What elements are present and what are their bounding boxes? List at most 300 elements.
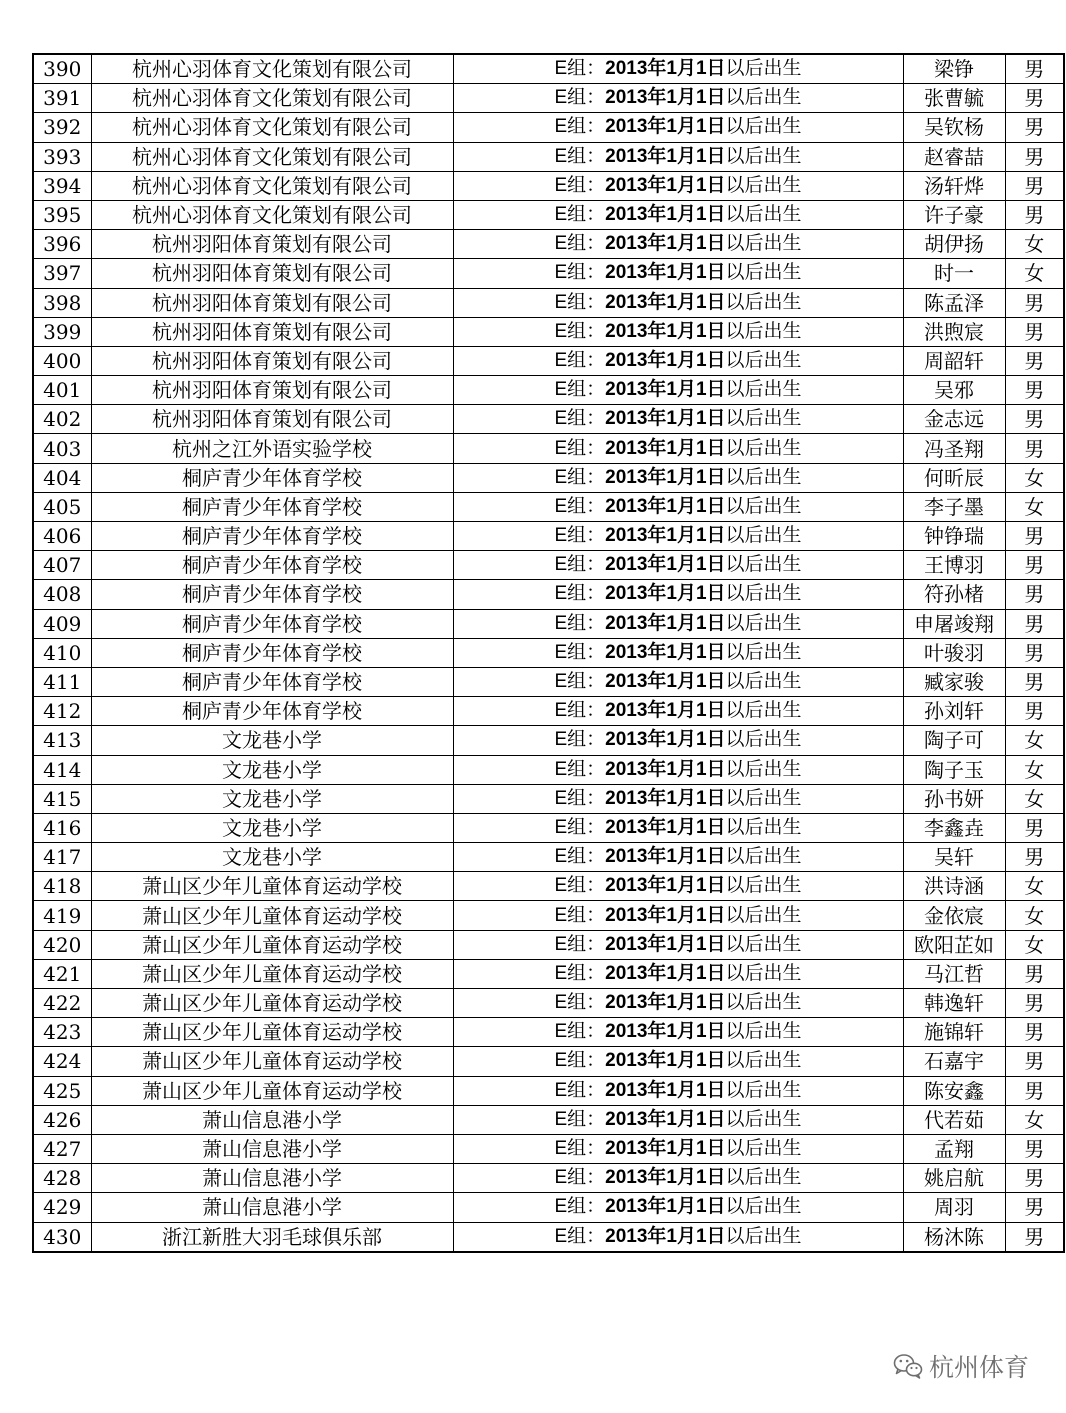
player-gender: 男 <box>1005 113 1064 142</box>
row-number: 395 <box>33 200 91 229</box>
group-suffix: 以后出生 <box>725 437 802 459</box>
unit-name: 杭州羽阳体育策划有限公司 <box>91 288 453 317</box>
group-suffix: 以后出生 <box>725 408 802 430</box>
unit-name: 杭州羽阳体育策划有限公司 <box>91 346 453 375</box>
group-suffix: 以后出生 <box>725 495 802 517</box>
age-group <box>453 989 903 1018</box>
row-number: 390 <box>33 54 91 84</box>
group-prefix: E组： <box>554 466 606 488</box>
player-gender: 男 <box>1005 1193 1064 1222</box>
group-prefix: E组： <box>554 1021 606 1043</box>
group-prefix: E组： <box>554 379 606 401</box>
unit-name: 桐庐青少年体育学校 <box>91 697 453 726</box>
unit-name: 萧山区少年儿童体育运动学校 <box>91 959 453 988</box>
unit-name: 萧山区少年儿童体育运动学校 <box>91 989 453 1018</box>
table-row <box>33 376 1064 405</box>
group-date: 2013年1月1日 <box>605 729 726 751</box>
unit-name: 杭州羽阳体育策划有限公司 <box>91 317 453 346</box>
table-row <box>33 1164 1064 1193</box>
group-suffix: 以后出生 <box>725 1196 802 1218</box>
group-suffix: 以后出生 <box>725 641 802 663</box>
unit-name: 浙江新胜大羽毛球俱乐部 <box>91 1222 453 1252</box>
age-group <box>453 405 903 434</box>
age-group <box>453 200 903 229</box>
group-date: 2013年1月1日 <box>605 1050 726 1072</box>
watermark <box>893 1348 1029 1384</box>
age-group <box>453 1105 903 1134</box>
group-prefix: E组： <box>554 583 606 605</box>
player-name: 臧家骏 <box>903 667 1005 696</box>
age-group <box>453 434 903 463</box>
player-gender: 女 <box>1005 755 1064 784</box>
age-group <box>453 230 903 259</box>
age-group <box>453 638 903 667</box>
group-prefix: E组： <box>554 846 606 868</box>
group-date: 2013年1月1日 <box>605 1079 726 1101</box>
age-group <box>453 288 903 317</box>
group-suffix: 以后出生 <box>725 1225 802 1247</box>
unit-name: 文龙巷小学 <box>91 755 453 784</box>
group-date: 2013年1月1日 <box>605 1138 726 1160</box>
table-row <box>33 989 1064 1018</box>
player-name: 汤轩烨 <box>903 171 1005 200</box>
group-suffix: 以后出生 <box>725 233 802 255</box>
table-row <box>33 171 1064 200</box>
table-row <box>33 551 1064 580</box>
row-number: 402 <box>33 405 91 434</box>
group-date: 2013年1月1日 <box>605 1167 726 1189</box>
unit-name: 桐庐青少年体育学校 <box>91 463 453 492</box>
group-prefix: E组： <box>554 904 606 926</box>
age-group <box>453 1018 903 1047</box>
unit-name: 萧山区少年儿童体育运动学校 <box>91 1047 453 1076</box>
group-prefix: E组： <box>554 758 606 780</box>
age-group <box>453 755 903 784</box>
player-gender: 男 <box>1005 638 1064 667</box>
unit-name: 文龙巷小学 <box>91 726 453 755</box>
group-prefix: E组： <box>554 1079 606 1101</box>
group-suffix: 以后出生 <box>725 700 802 722</box>
unit-name: 萧山区少年儿童体育运动学校 <box>91 930 453 959</box>
player-gender: 女 <box>1005 872 1064 901</box>
age-group <box>453 959 903 988</box>
age-group <box>453 580 903 609</box>
table-row <box>33 843 1064 872</box>
row-number: 396 <box>33 230 91 259</box>
player-name: 吴钦杨 <box>903 113 1005 142</box>
group-prefix: E组： <box>554 437 606 459</box>
player-name: 洪诗涵 <box>903 872 1005 901</box>
unit-name: 桐庐青少年体育学校 <box>91 522 453 551</box>
group-suffix: 以后出生 <box>725 1167 802 1189</box>
player-gender: 女 <box>1005 726 1064 755</box>
row-number: 425 <box>33 1076 91 1105</box>
group-date: 2013年1月1日 <box>605 145 726 167</box>
group-prefix: E组： <box>554 1225 606 1247</box>
group-prefix: E组： <box>554 1196 606 1218</box>
group-date: 2013年1月1日 <box>605 1225 726 1247</box>
table-row <box>33 405 1064 434</box>
unit-name: 萧山信息港小学 <box>91 1134 453 1163</box>
group-suffix: 以后出生 <box>725 992 802 1014</box>
group-date: 2013年1月1日 <box>605 349 726 371</box>
group-prefix: E组： <box>554 58 606 80</box>
group-suffix: 以后出生 <box>725 787 802 809</box>
unit-name: 杭州心羽体育文化策划有限公司 <box>91 142 453 171</box>
group-date: 2013年1月1日 <box>605 466 726 488</box>
table-row <box>33 492 1064 521</box>
group-prefix: E组： <box>554 87 606 109</box>
unit-name: 文龙巷小学 <box>91 784 453 813</box>
player-name: 时一 <box>903 259 1005 288</box>
row-number: 392 <box>33 113 91 142</box>
row-number: 418 <box>33 872 91 901</box>
row-number: 405 <box>33 492 91 521</box>
group-suffix: 以后出生 <box>725 1138 802 1160</box>
player-name: 马江哲 <box>903 959 1005 988</box>
row-number: 421 <box>33 959 91 988</box>
group-date: 2013年1月1日 <box>605 291 726 313</box>
group-date: 2013年1月1日 <box>605 116 726 138</box>
row-number: 413 <box>33 726 91 755</box>
group-prefix: E组： <box>554 962 606 984</box>
table-row <box>33 1105 1064 1134</box>
group-date: 2013年1月1日 <box>605 992 726 1014</box>
player-name: 赵睿喆 <box>903 142 1005 171</box>
row-number: 428 <box>33 1164 91 1193</box>
table-row <box>33 434 1064 463</box>
age-group <box>453 609 903 638</box>
group-suffix: 以后出生 <box>725 145 802 167</box>
row-number: 426 <box>33 1105 91 1134</box>
unit-name: 杭州心羽体育文化策划有限公司 <box>91 200 453 229</box>
unit-name: 萧山区少年儿童体育运动学校 <box>91 1076 453 1105</box>
group-date: 2013年1月1日 <box>605 437 726 459</box>
age-group <box>453 1164 903 1193</box>
row-number: 410 <box>33 638 91 667</box>
row-number: 403 <box>33 434 91 463</box>
player-name: 李鑫垚 <box>903 813 1005 842</box>
group-suffix: 以后出生 <box>725 612 802 634</box>
row-number: 427 <box>33 1134 91 1163</box>
table-row <box>33 959 1064 988</box>
player-name: 孙书妍 <box>903 784 1005 813</box>
table-row <box>33 872 1064 901</box>
player-gender: 男 <box>1005 667 1064 696</box>
player-name: 陶子玉 <box>903 755 1005 784</box>
player-gender: 男 <box>1005 1164 1064 1193</box>
age-group <box>453 84 903 113</box>
unit-name: 杭州羽阳体育策划有限公司 <box>91 376 453 405</box>
age-group <box>453 463 903 492</box>
age-group <box>453 872 903 901</box>
group-prefix: E组： <box>554 700 606 722</box>
group-date: 2013年1月1日 <box>605 320 726 342</box>
group-suffix: 以后出生 <box>725 962 802 984</box>
unit-name: 桐庐青少年体育学校 <box>91 638 453 667</box>
group-prefix: E组： <box>554 204 606 226</box>
group-date: 2013年1月1日 <box>605 525 726 547</box>
group-prefix: E组： <box>554 320 606 342</box>
group-suffix: 以后出生 <box>725 320 802 342</box>
group-date: 2013年1月1日 <box>605 204 726 226</box>
row-number: 394 <box>33 171 91 200</box>
age-group <box>453 113 903 142</box>
table-row <box>33 1134 1064 1163</box>
table-row <box>33 230 1064 259</box>
table-row <box>33 930 1064 959</box>
age-group <box>453 1076 903 1105</box>
unit-name: 文龙巷小学 <box>91 813 453 842</box>
player-name: 吴轩 <box>903 843 1005 872</box>
player-name: 符孙楮 <box>903 580 1005 609</box>
player-gender: 男 <box>1005 843 1064 872</box>
player-gender: 男 <box>1005 1018 1064 1047</box>
unit-name: 桐庐青少年体育学校 <box>91 492 453 521</box>
player-gender: 男 <box>1005 84 1064 113</box>
player-gender: 男 <box>1005 171 1064 200</box>
unit-name: 文龙巷小学 <box>91 843 453 872</box>
age-group <box>453 901 903 930</box>
group-suffix: 以后出生 <box>725 262 802 284</box>
age-group <box>453 667 903 696</box>
age-group <box>453 346 903 375</box>
player-name: 张曹毓 <box>903 84 1005 113</box>
age-group <box>453 259 903 288</box>
unit-name: 杭州心羽体育文化策划有限公司 <box>91 171 453 200</box>
unit-name: 杭州心羽体育文化策划有限公司 <box>91 54 453 84</box>
group-prefix: E组： <box>554 291 606 313</box>
unit-name: 杭州之江外语实验学校 <box>91 434 453 463</box>
row-number: 416 <box>33 813 91 842</box>
group-date: 2013年1月1日 <box>605 262 726 284</box>
group-prefix: E组： <box>554 729 606 751</box>
player-name: 陈安鑫 <box>903 1076 1005 1105</box>
group-suffix: 以后出生 <box>725 87 802 109</box>
player-name: 陈孟泽 <box>903 288 1005 317</box>
group-suffix: 以后出生 <box>725 554 802 576</box>
player-name: 欧阳芷如 <box>903 930 1005 959</box>
group-prefix: E组： <box>554 1167 606 1189</box>
player-name: 孟翔 <box>903 1134 1005 1163</box>
player-gender: 男 <box>1005 580 1064 609</box>
player-name: 叶骏羽 <box>903 638 1005 667</box>
group-suffix: 以后出生 <box>725 583 802 605</box>
group-prefix: E组： <box>554 671 606 693</box>
group-suffix: 以后出生 <box>725 758 802 780</box>
group-suffix: 以后出生 <box>725 379 802 401</box>
group-date: 2013年1月1日 <box>605 816 726 838</box>
unit-name: 杭州心羽体育文化策划有限公司 <box>91 84 453 113</box>
table-row <box>33 755 1064 784</box>
unit-name: 杭州羽阳体育策划有限公司 <box>91 259 453 288</box>
group-date: 2013年1月1日 <box>605 1108 726 1130</box>
wechat-icon <box>893 1353 923 1379</box>
row-number: 393 <box>33 142 91 171</box>
group-prefix: E组： <box>554 525 606 547</box>
age-group <box>453 784 903 813</box>
group-date: 2013年1月1日 <box>605 671 726 693</box>
player-gender: 男 <box>1005 609 1064 638</box>
unit-name: 杭州羽阳体育策划有限公司 <box>91 230 453 259</box>
unit-name: 杭州羽阳体育策划有限公司 <box>91 405 453 434</box>
group-prefix: E组： <box>554 408 606 430</box>
group-date: 2013年1月1日 <box>605 641 726 663</box>
age-group <box>453 930 903 959</box>
group-prefix: E组： <box>554 116 606 138</box>
table-row <box>33 317 1064 346</box>
row-number: 391 <box>33 84 91 113</box>
player-name: 施锦轩 <box>903 1018 1005 1047</box>
player-gender: 男 <box>1005 288 1064 317</box>
watermark-text: 杭州体育 <box>929 1353 1030 1382</box>
group-date: 2013年1月1日 <box>605 87 726 109</box>
age-group <box>453 376 903 405</box>
player-name: 申屠竣翔 <box>903 609 1005 638</box>
row-number: 417 <box>33 843 91 872</box>
row-number: 406 <box>33 522 91 551</box>
group-prefix: E组： <box>554 1050 606 1072</box>
age-group <box>453 1193 903 1222</box>
player-name: 姚启航 <box>903 1164 1005 1193</box>
player-gender: 男 <box>1005 1076 1064 1105</box>
group-date: 2013年1月1日 <box>605 758 726 780</box>
group-prefix: E组： <box>554 787 606 809</box>
group-suffix: 以后出生 <box>725 933 802 955</box>
unit-name: 桐庐青少年体育学校 <box>91 667 453 696</box>
group-suffix: 以后出生 <box>725 875 802 897</box>
group-suffix: 以后出生 <box>725 174 802 196</box>
player-name: 何昕辰 <box>903 463 1005 492</box>
table-row <box>33 667 1064 696</box>
player-name: 孙刘轩 <box>903 697 1005 726</box>
table-row <box>33 346 1064 375</box>
group-suffix: 以后出生 <box>725 58 802 80</box>
player-gender: 男 <box>1005 200 1064 229</box>
player-gender: 女 <box>1005 784 1064 813</box>
row-number: 408 <box>33 580 91 609</box>
unit-name: 萧山信息港小学 <box>91 1105 453 1134</box>
table-row <box>33 259 1064 288</box>
age-group <box>453 522 903 551</box>
player-name: 周羽 <box>903 1193 1005 1222</box>
age-group <box>453 54 903 84</box>
player-gender: 男 <box>1005 405 1064 434</box>
player-name: 梁铮 <box>903 54 1005 84</box>
group-date: 2013年1月1日 <box>605 495 726 517</box>
group-date: 2013年1月1日 <box>605 1196 726 1218</box>
group-prefix: E组： <box>554 174 606 196</box>
row-number: 409 <box>33 609 91 638</box>
group-suffix: 以后出生 <box>725 116 802 138</box>
table-row <box>33 288 1064 317</box>
player-gender: 男 <box>1005 697 1064 726</box>
player-name: 代若茹 <box>903 1105 1005 1134</box>
row-number: 400 <box>33 346 91 375</box>
group-date: 2013年1月1日 <box>605 846 726 868</box>
player-name: 胡伊扬 <box>903 230 1005 259</box>
player-gender: 男 <box>1005 1222 1064 1252</box>
age-group <box>453 697 903 726</box>
group-prefix: E组： <box>554 875 606 897</box>
table-row <box>33 1076 1064 1105</box>
row-number: 404 <box>33 463 91 492</box>
player-gender: 男 <box>1005 142 1064 171</box>
group-date: 2013年1月1日 <box>605 787 726 809</box>
group-date: 2013年1月1日 <box>605 233 726 255</box>
player-gender: 女 <box>1005 259 1064 288</box>
row-number: 429 <box>33 1193 91 1222</box>
age-group <box>453 843 903 872</box>
group-suffix: 以后出生 <box>725 729 802 751</box>
player-name: 王博羽 <box>903 551 1005 580</box>
group-suffix: 以后出生 <box>725 349 802 371</box>
player-gender: 男 <box>1005 376 1064 405</box>
table-row <box>33 522 1064 551</box>
row-number: 397 <box>33 259 91 288</box>
player-name: 杨沐陈 <box>903 1222 1005 1252</box>
row-number: 424 <box>33 1047 91 1076</box>
group-suffix: 以后出生 <box>725 204 802 226</box>
table-row <box>33 697 1064 726</box>
age-group <box>453 1222 903 1252</box>
group-prefix: E组： <box>554 233 606 255</box>
player-gender: 男 <box>1005 959 1064 988</box>
group-suffix: 以后出生 <box>725 904 802 926</box>
player-name: 金依宸 <box>903 901 1005 930</box>
group-prefix: E组： <box>554 262 606 284</box>
row-number: 399 <box>33 317 91 346</box>
group-suffix: 以后出生 <box>725 816 802 838</box>
player-gender: 男 <box>1005 1047 1064 1076</box>
player-gender: 男 <box>1005 434 1064 463</box>
roster-body <box>33 54 1064 1252</box>
group-prefix: E组： <box>554 145 606 167</box>
age-group <box>453 726 903 755</box>
table-row <box>33 638 1064 667</box>
group-suffix: 以后出生 <box>725 466 802 488</box>
table-row <box>33 1018 1064 1047</box>
table-row <box>33 463 1064 492</box>
group-prefix: E组： <box>554 816 606 838</box>
unit-name: 杭州心羽体育文化策划有限公司 <box>91 113 453 142</box>
row-number: 411 <box>33 667 91 696</box>
group-date: 2013年1月1日 <box>605 379 726 401</box>
row-number: 401 <box>33 376 91 405</box>
group-suffix: 以后出生 <box>725 525 802 547</box>
table-row <box>33 54 1064 84</box>
age-group <box>453 813 903 842</box>
group-suffix: 以后出生 <box>725 671 802 693</box>
group-date: 2013年1月1日 <box>605 408 726 430</box>
player-name: 金志远 <box>903 405 1005 434</box>
row-number: 422 <box>33 989 91 1018</box>
player-gender: 女 <box>1005 230 1064 259</box>
group-date: 2013年1月1日 <box>605 875 726 897</box>
player-name: 陶子可 <box>903 726 1005 755</box>
group-prefix: E组： <box>554 612 606 634</box>
age-group <box>453 551 903 580</box>
player-name: 李子墨 <box>903 492 1005 521</box>
table-row <box>33 580 1064 609</box>
player-gender: 男 <box>1005 989 1064 1018</box>
age-group <box>453 142 903 171</box>
player-gender: 女 <box>1005 1105 1064 1134</box>
table-row <box>33 142 1064 171</box>
group-prefix: E组： <box>554 641 606 663</box>
player-gender: 男 <box>1005 1134 1064 1163</box>
player-name: 钟铮瑞 <box>903 522 1005 551</box>
